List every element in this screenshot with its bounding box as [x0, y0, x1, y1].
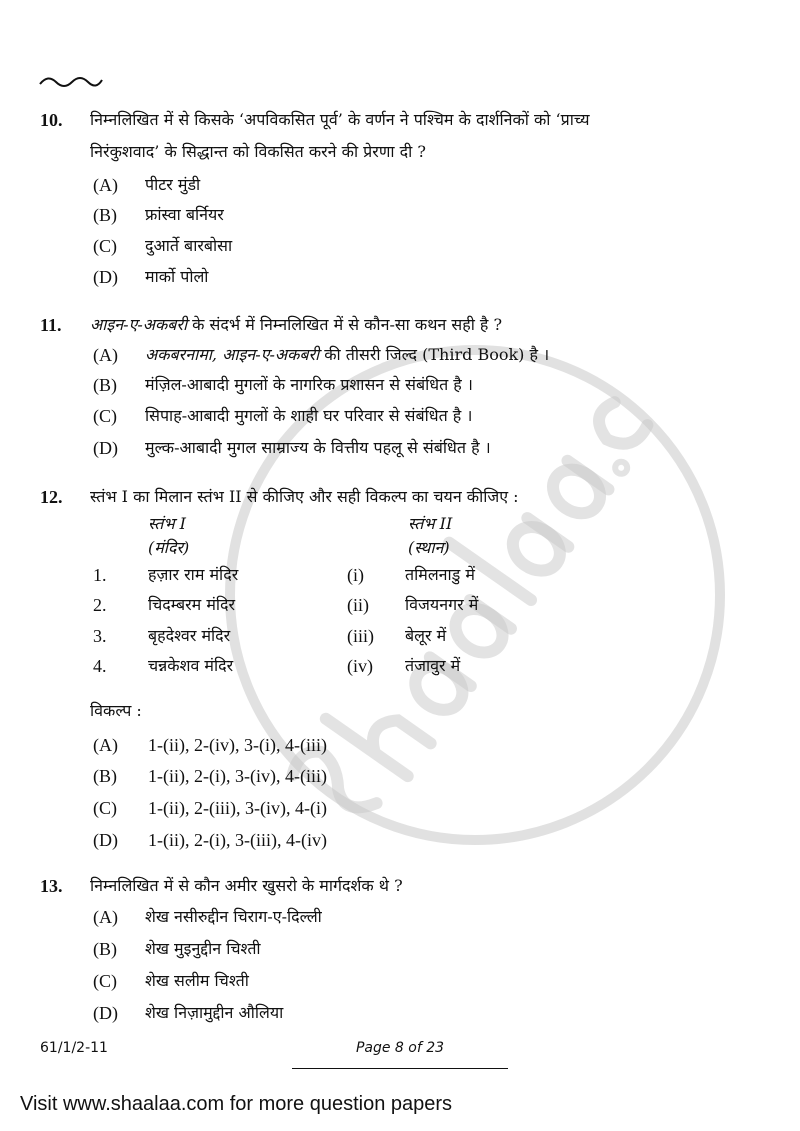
roman-label: (iv) — [347, 656, 373, 676]
option-label: (D) — [93, 267, 118, 287]
footer-divider — [292, 1068, 508, 1069]
option-text: 1-(ii), 2-(i), 3-(iii), 4-(iv) — [148, 830, 327, 850]
option-text: शेख सलीम चिश्ती — [145, 971, 249, 990]
option-label: (A) — [93, 735, 118, 755]
book-title: आइन-ए-अकबरी — [90, 315, 188, 334]
column-2-heading: स्तंभ II — [408, 514, 453, 533]
option-label: (D) — [93, 1003, 118, 1023]
option-text: मंज़िल-आबादी मुगलों के नागरिक प्रशासन से संबंधित है । — [145, 375, 473, 394]
option-text: दुआर्ते बारबोसा — [145, 236, 233, 255]
option-label: (C) — [93, 236, 117, 256]
question-number: 12. — [40, 487, 63, 507]
option-text — [145, 343, 549, 367]
place-name: बेलूर में — [405, 626, 447, 645]
option-text: पीटर मुंडी — [145, 175, 201, 194]
question-number: 10. — [40, 110, 63, 130]
temple-name: बृहदेश्वर मंदिर — [148, 626, 231, 645]
option-text: मुल्क-आबादी मुगल साम्राज्य के वित्तीय पहलू से संबंधित है । — [145, 438, 491, 457]
question-text — [90, 313, 502, 337]
option-label: (D) — [93, 830, 118, 850]
option-label: (A) — [93, 175, 118, 195]
option-label: (B) — [93, 766, 117, 786]
option-label: (B) — [93, 939, 117, 959]
place-name: तमिलनाडु में — [405, 565, 475, 584]
tilde-mark-icon — [38, 74, 104, 88]
question-text: निम्नलिखित में से कौन अमीर खुसरो के मार्गदर्शक थे ? — [90, 876, 403, 895]
temple-name: चन्नकेशव मंदिर — [148, 656, 234, 675]
question-text: निम्नलिखित में से किसके ‘अपविकसित पूर्व’ के वर्णन ने पश्चिम के दार्शनिकों को ‘प्राच्य — [90, 110, 590, 129]
option-label: (C) — [93, 798, 117, 818]
option-text: शेख नसीरुद्दीन चिराग-ए-दिल्ली — [145, 907, 322, 926]
option-label: (B) — [93, 375, 117, 395]
question-text-rest: के संदर्भ में निम्नलिखित में से कौन-सा कथन सही है ? — [187, 315, 503, 334]
row-number: 3. — [93, 626, 107, 646]
question-text: निरंकुशवाद’ के सिद्धान्त को विकसित करने की प्रेरणा दी ? — [90, 142, 426, 161]
option-label: (C) — [93, 406, 117, 426]
option-text-rest: की तीसरी जिल्द (Third Book) है । — [319, 345, 550, 364]
option-text: शेख मुइनुद्दीन चिश्ती — [145, 939, 261, 958]
book-titles: अकबरनामा, आइन-ए-अकबरी — [145, 345, 320, 364]
row-number: 1. — [93, 565, 107, 585]
option-text: मार्को पोलो — [145, 267, 209, 286]
option-label: (D) — [93, 438, 118, 458]
option-label: (C) — [93, 971, 117, 991]
options-label: विकल्प : — [90, 701, 142, 720]
question-number: 13. — [40, 876, 63, 896]
roman-label: (i) — [347, 565, 364, 585]
option-label: (B) — [93, 205, 117, 225]
option-text: 1-(ii), 2-(iii), 3-(iv), 4-(i) — [148, 798, 327, 818]
paper-code: 61/1/2-11 — [40, 1040, 108, 1056]
option-text: सिपाह-आबादी मुगलों के शाही घर परिवार से संबंधित है । — [145, 406, 473, 425]
option-label: (A) — [93, 345, 118, 365]
option-text: फ्रांस्वा बर्नियर — [145, 205, 224, 224]
column-2-subheading: (स्थान) — [408, 538, 450, 557]
column-1-subheading: (मंदिर) — [148, 538, 190, 557]
option-text: 1-(ii), 2-(i), 3-(iv), 4-(iii) — [148, 766, 327, 786]
row-number: 4. — [93, 656, 107, 676]
roman-label: (iii) — [347, 626, 374, 646]
temple-name: हज़ार राम मंदिर — [148, 565, 239, 584]
page-number: Page 8 of 23 — [355, 1040, 445, 1056]
column-1-heading: स्तंभ I — [148, 514, 186, 533]
option-text: शेख निज़ामुद्दीन औलिया — [145, 1003, 284, 1022]
option-label: (A) — [93, 907, 118, 927]
place-name: विजयनगर में — [405, 595, 479, 614]
row-number: 2. — [93, 595, 107, 615]
visit-link-text[interactable]: Visit www.shaalaa.com for more question papers — [20, 1093, 453, 1115]
temple-name: चिदम्बरम मंदिर — [148, 595, 236, 614]
question-number: 11. — [40, 315, 62, 335]
option-text: 1-(ii), 2-(iv), 3-(i), 4-(iii) — [148, 735, 327, 755]
place-name: तंजावुर में — [405, 656, 461, 675]
question-text: स्तंभ I का मिलान स्तंभ II से कीजिए और सही विकल्प का चयन कीजिए : — [90, 487, 519, 506]
roman-label: (ii) — [347, 595, 369, 615]
